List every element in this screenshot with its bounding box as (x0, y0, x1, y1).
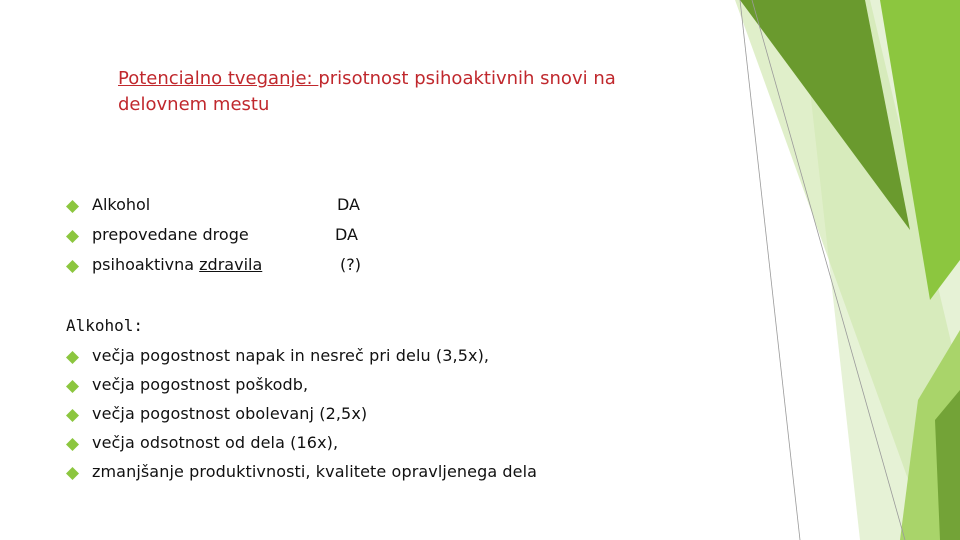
deco-dark-bottom (935, 390, 960, 540)
slide-title (118, 66, 738, 118)
substance-value: DA (337, 195, 360, 214)
deco-mid-panel (735, 0, 960, 540)
substance-label (92, 255, 262, 274)
list-item-text: večja pogostnost napak in nesreč pri delu (3,5x), (92, 346, 490, 365)
list-item-text: večja pogostnost obolevanj (2,5x) (92, 404, 368, 423)
deco-light-panel (800, 0, 960, 540)
diamond-bullet-icon (66, 467, 79, 480)
title-line2: delovnem mestu (118, 94, 270, 115)
title-underlined-part: Potencialno tveganje: (118, 68, 319, 89)
list-item-text: zmanjšanje produktivnosti, kvalitete opravljenega dela (92, 462, 538, 481)
deco-lime-band (900, 330, 960, 540)
list-item-text: večja odsotnost od dela (16x), (92, 433, 339, 452)
diamond-bullet-icon (66, 230, 79, 243)
substance-label-underlined: zdravila (199, 255, 263, 274)
diamond-bullet-icon (66, 351, 79, 364)
title-rest-line1: prisotnost psihoaktivnih snovi na (318, 68, 616, 89)
substance-label: prepovedane droge (92, 225, 249, 244)
substance-label: Alkohol (92, 195, 151, 214)
diamond-bullet-icon (66, 380, 79, 393)
deco-thin-line-1 (740, 0, 800, 540)
alcohol-heading: Alkohol: (66, 316, 144, 335)
diamond-bullet-icon (66, 260, 79, 273)
list-item-text: večja pogostnost poškodb, (92, 375, 309, 394)
diamond-bullet-icon (66, 409, 79, 422)
diamond-bullet-icon (66, 200, 79, 213)
substance-value: DA (335, 225, 358, 244)
deco-dark-triangle (740, 0, 910, 230)
substance-label-plain: psihoaktivna (92, 255, 200, 274)
substance-value: (?) (340, 255, 361, 274)
diamond-bullet-icon (66, 438, 79, 451)
deco-bright-band (880, 0, 960, 300)
deco-thin-line-2 (752, 0, 905, 540)
